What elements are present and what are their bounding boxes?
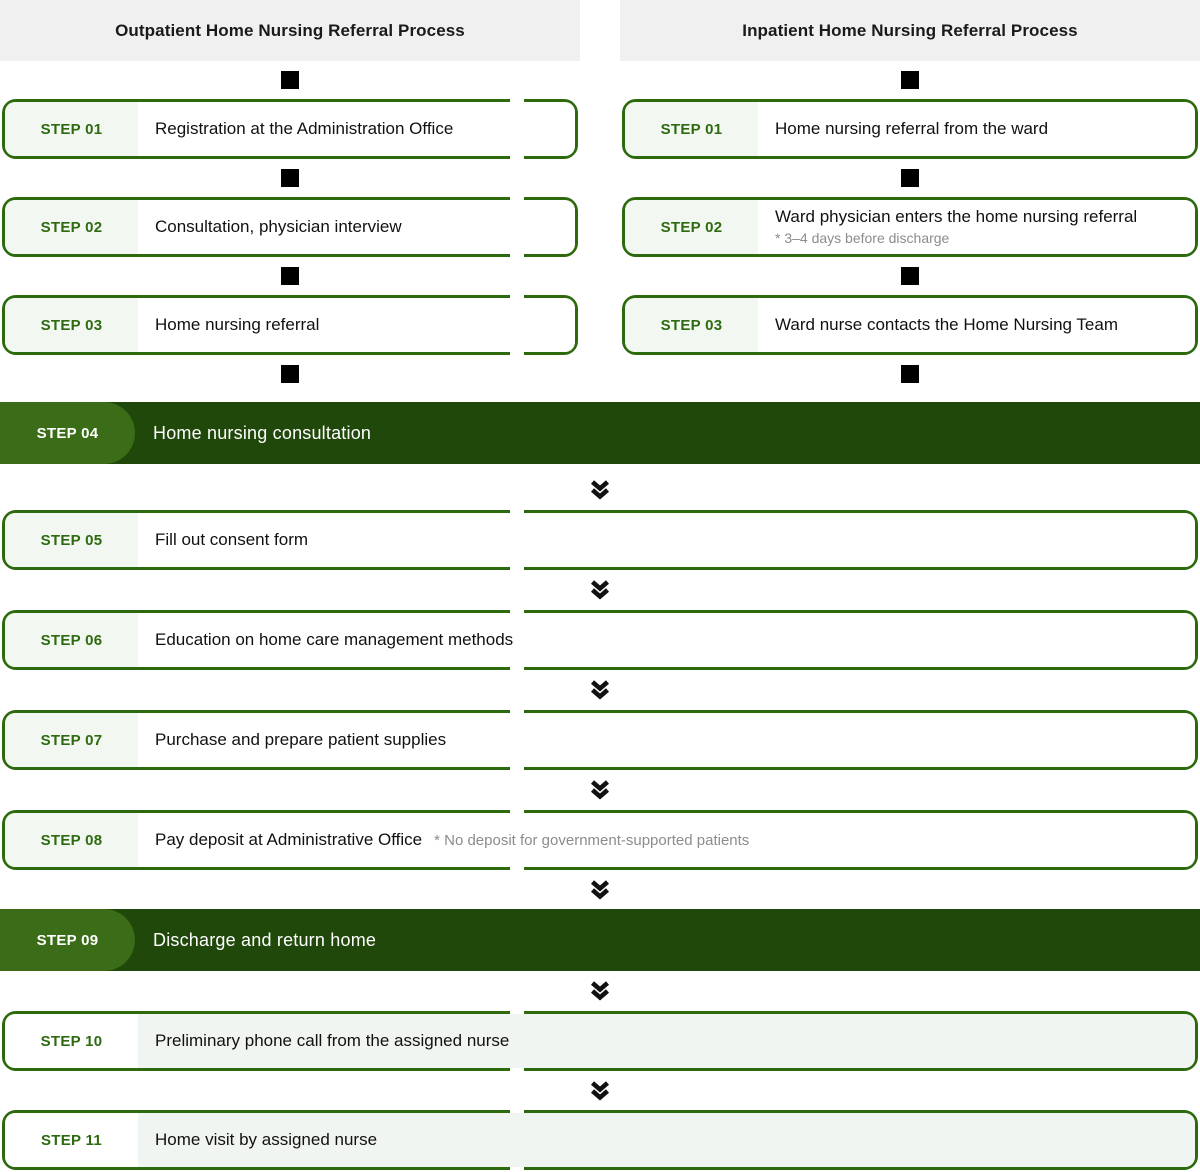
two-column-section xyxy=(0,0,1200,383)
step-label xyxy=(625,102,758,156)
double-chevron-down-icon xyxy=(589,580,611,600)
step-label-text: STEP 03 xyxy=(40,316,103,334)
step-5-row xyxy=(0,510,1200,570)
connector-row xyxy=(0,71,580,89)
black-square-icon xyxy=(901,365,919,383)
step-body xyxy=(758,102,1195,156)
step-body xyxy=(138,613,1195,667)
step-label xyxy=(5,713,138,767)
step-label-text: STEP 02 xyxy=(40,218,103,236)
step-title: Consultation, physician interview xyxy=(155,216,402,236)
double-chevron-down-icon xyxy=(589,981,611,1001)
flow-arrow-row xyxy=(0,480,1200,500)
connector-row xyxy=(0,365,580,383)
black-square-icon xyxy=(901,71,919,89)
inpatient-column-header xyxy=(620,0,1200,61)
step-body xyxy=(758,200,1195,254)
step-6-box xyxy=(2,610,1198,670)
step-label-text: STEP 01 xyxy=(660,120,723,138)
inpatient-step-1-box xyxy=(622,99,1198,159)
step-title: Ward physician enters the home nursing referral xyxy=(775,206,1138,226)
step-title: Preliminary phone call from the assigned nurse xyxy=(155,1030,510,1050)
step-title: Fill out consent form xyxy=(155,529,309,549)
step-title: Discharge and return home xyxy=(153,929,377,950)
step-body xyxy=(138,102,575,156)
connector-row xyxy=(620,71,1200,89)
inpatient-step-3-box xyxy=(622,295,1198,355)
double-chevron-down-icon xyxy=(589,1081,611,1101)
step-body xyxy=(138,513,1195,567)
step-note: * No deposit for government-supported patients xyxy=(434,831,750,849)
step-note: * 3–4 days before discharge xyxy=(775,230,950,247)
black-square-icon xyxy=(901,267,919,285)
inpatient-column-title: Inpatient Home Nursing Referral Process xyxy=(742,20,1078,40)
black-square-icon xyxy=(901,169,919,187)
step-10-box xyxy=(2,1011,1198,1071)
step-title: Pay deposit at Administrative Office xyxy=(155,829,423,849)
step-8-box xyxy=(2,810,1198,870)
step-title: Purchase and prepare patient supplies xyxy=(155,729,447,749)
step-label-text: STEP 01 xyxy=(40,120,103,138)
step-label-text: STEP 05 xyxy=(40,531,103,549)
step-title: Ward nurse contacts the Home Nursing Team xyxy=(775,314,1118,334)
step-label-text: STEP 03 xyxy=(660,316,723,334)
step-label xyxy=(5,200,138,254)
outpatient-step-1-box xyxy=(2,99,578,159)
step-body xyxy=(138,1014,1195,1068)
black-square-icon xyxy=(281,71,299,89)
step-9-highlight-bar xyxy=(0,909,1200,971)
step-10-row xyxy=(0,1011,1200,1071)
flow-arrow-row xyxy=(0,780,1200,800)
connector-row xyxy=(0,267,580,285)
connector-row xyxy=(620,169,1200,187)
step-6-row xyxy=(0,610,1200,670)
step-body xyxy=(138,298,575,352)
black-square-icon xyxy=(281,365,299,383)
step-label xyxy=(625,298,758,352)
step-label xyxy=(5,613,138,667)
step-label-text: STEP 07 xyxy=(40,731,103,749)
step-4-highlight-bar xyxy=(0,402,1200,464)
step-7-row xyxy=(0,710,1200,770)
step-label-text: STEP 10 xyxy=(40,1032,103,1050)
inpatient-column xyxy=(620,0,1200,383)
step-body xyxy=(138,713,1195,767)
black-square-icon xyxy=(281,267,299,285)
step-label-pill xyxy=(0,402,135,464)
step-title: Registration at the Administration Office xyxy=(155,118,454,138)
step-label-text: STEP 06 xyxy=(40,631,103,649)
step-title-row xyxy=(155,830,1195,850)
step-11-row xyxy=(0,1110,1200,1170)
step-label-text: STEP 08 xyxy=(40,831,103,849)
outpatient-column-title: Outpatient Home Nursing Referral Process xyxy=(115,20,465,40)
outpatient-column xyxy=(0,0,580,383)
flow-arrow-row xyxy=(0,1081,1200,1101)
step-label-text: STEP 02 xyxy=(660,218,723,236)
flow-arrow-row xyxy=(0,580,1200,600)
inpatient-step-2-box xyxy=(622,197,1198,257)
step-label xyxy=(5,102,138,156)
black-square-icon xyxy=(281,169,299,187)
step-title: Home visit by assigned nurse xyxy=(155,1129,378,1149)
outpatient-step-2-box xyxy=(2,197,578,257)
step-body xyxy=(758,298,1195,352)
outpatient-step-3-box xyxy=(2,295,578,355)
flow-arrow-row xyxy=(0,680,1200,700)
outpatient-column-header xyxy=(0,0,580,61)
step-11-box xyxy=(2,1110,1198,1170)
step-label xyxy=(5,813,138,867)
step-label-text: STEP 04 xyxy=(36,424,99,442)
step-title: Education on home care management methods xyxy=(155,629,514,649)
double-chevron-down-icon xyxy=(589,880,611,900)
step-title: Home nursing consultation xyxy=(153,422,372,443)
double-chevron-down-icon xyxy=(589,680,611,700)
flow-arrow-row xyxy=(0,981,1200,1001)
step-label-text: STEP 11 xyxy=(40,1131,103,1149)
step-body xyxy=(138,813,1195,867)
step-label xyxy=(625,200,758,254)
connector-row xyxy=(0,169,580,187)
step-body xyxy=(138,200,575,254)
step-label xyxy=(5,298,138,352)
double-chevron-down-icon xyxy=(589,780,611,800)
step-title: Home nursing referral from the ward xyxy=(775,118,1049,138)
step-label xyxy=(5,1113,138,1167)
double-chevron-down-icon xyxy=(589,480,611,500)
flow-arrow-row xyxy=(0,880,1200,900)
step-8-row xyxy=(0,810,1200,870)
step-7-box xyxy=(2,710,1198,770)
step-body xyxy=(138,1113,1195,1167)
step-title: Home nursing referral xyxy=(155,314,320,334)
connector-row xyxy=(620,365,1200,383)
step-label xyxy=(5,1014,138,1068)
step-label-text: STEP 09 xyxy=(36,931,99,949)
step-label-pill xyxy=(0,909,135,971)
connector-row xyxy=(620,267,1200,285)
step-5-box xyxy=(2,510,1198,570)
step-label xyxy=(5,513,138,567)
